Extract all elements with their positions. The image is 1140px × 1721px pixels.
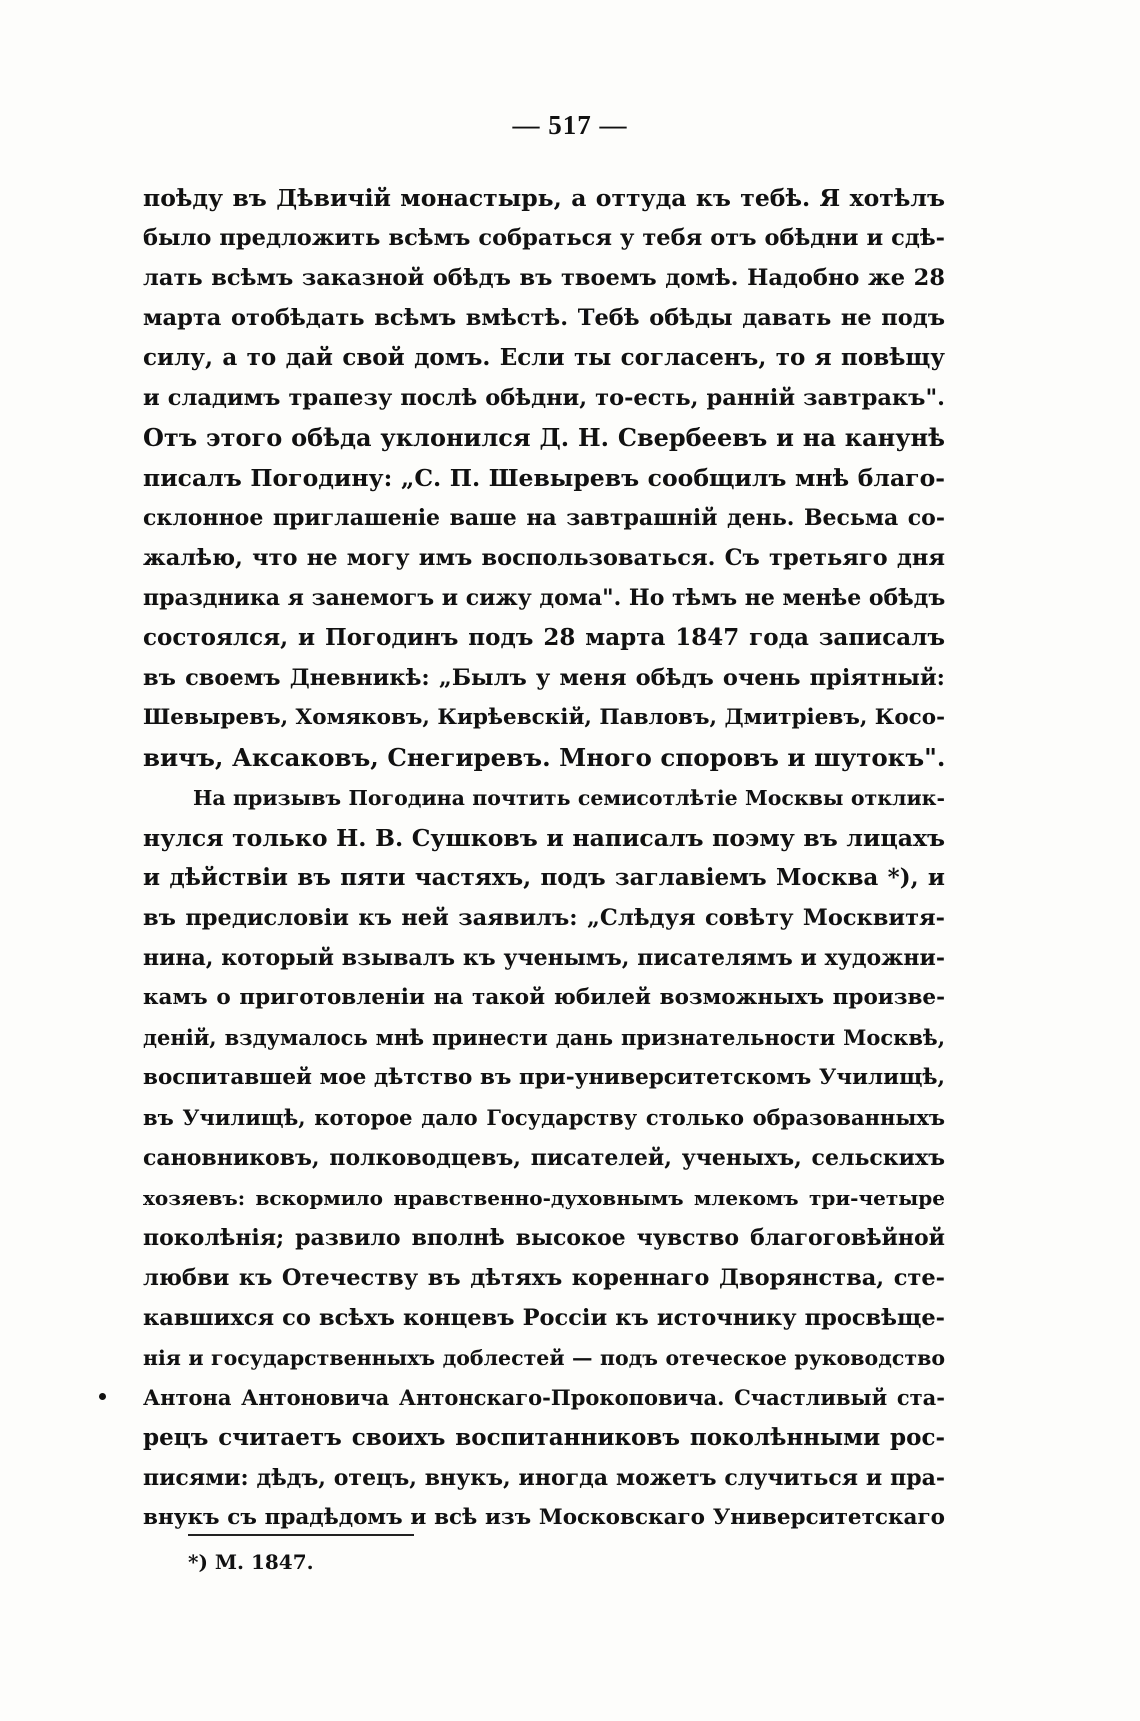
text-line: нія и государственныхъ доблестей — подъ отеческое руководство — [143, 1346, 945, 1370]
text-line: силу, а то дай свой домъ. Если ты согласенъ, то я повѣщу — [143, 344, 945, 371]
text-line: На призывъ Погодина почтить семисотлѣтіе Москвы отклик- — [193, 786, 945, 810]
text-line: сановниковъ, полководцевъ, писателей, ученыхъ, сельскихъ — [143, 1145, 945, 1171]
text-line: состоялся, и Погодинъ подъ 28 марта 1847 года записалъ — [143, 624, 945, 651]
text-line: Отъ этого обѣда уклонился Д. Н. Свербеевъ и на канунѣ — [143, 423, 945, 452]
footnote-rule — [188, 1534, 414, 1536]
text-line: кавшихся со всѣхъ концевъ Россіи къ источнику просвѣще- — [143, 1305, 945, 1331]
text-line: нулся только Н. В. Сушковъ и написалъ поэму въ лицахъ — [143, 824, 945, 852]
text-line: рецъ считаетъ своихъ воспитанниковъ поколѣнными рос- — [143, 1424, 945, 1451]
text-line: было предложить всѣмъ собраться у тебя отъ обѣдни и сдѣ- — [143, 225, 945, 251]
text-line: Шевыревъ, Хомяковъ, Кирѣевскій, Павловъ, Дмитріевъ, Косо- — [143, 705, 946, 730]
text-line: въ предисловіи къ ней заявилъ: „Слѣдуя совѣту Москвитя- — [143, 905, 945, 931]
text-line: поколѣнія; развило вполнѣ высокое чувство благоговѣйной — [143, 1225, 945, 1251]
page-number: — 517 — — [512, 110, 628, 140]
body-text — [143, 178, 945, 1538]
text-line: лать всѣмъ заказной обѣдъ въ твоемъ домѣ. Надобно же 28 — [143, 265, 945, 291]
text-line: Антона Антоновича Антонскаго-Прокоповича. Счастливый ста- — [143, 1385, 945, 1410]
text-line: въ своемъ Дневникѣ: „Былъ у меня обѣдъ очень пріятный: — [143, 665, 945, 691]
text-line: и дѣйствіи въ пяти частяхъ, подъ заглавіемъ Москва *), и — [143, 864, 945, 891]
text-line: праздника я занемогъ и сижу дома". Но тѣмъ не менѣе обѣдъ — [143, 585, 946, 611]
text-line: и сладимъ трапезу послѣ обѣдни, то-есть, ранній завтракъ". — [143, 385, 945, 411]
text-line: камъ о приготовленіи на такой юбилей возможныхъ произве- — [143, 985, 945, 1010]
text-line: воспитавшей мое дѣтство въ при-университетскомъ Училищѣ, — [143, 1065, 945, 1090]
text-line: писалъ Погодину: „С. П. Шевыревъ сообщилъ мнѣ благо- — [143, 464, 945, 492]
text-line: хозяевъ: вскормило нравственно-духовнымъ млекомъ три-четыре — [143, 1186, 945, 1210]
text-line: писями: дѣдъ, отецъ, внукъ, иногда можетъ случиться и пра- — [143, 1465, 945, 1491]
text-line: въ Училищѣ, которое дало Государству столько образованныхъ — [143, 1105, 945, 1130]
text-line: нина, который взывалъ къ ученымъ, писателямъ и художни- — [143, 945, 945, 971]
text-line: внукъ съ прадѣдомъ и всѣ изъ Московскаго Университетскаго — [143, 1505, 945, 1530]
text-line: вичъ, Аксаковъ, Снегиревъ. Много споровъ и шутокъ". — [143, 743, 946, 772]
text-line: деній, вздумалось мнѣ принести дань признательности Москвѣ, — [143, 1025, 945, 1050]
text-line: поѣду въ Дѣвичій монастырь, а оттуда къ тебѣ. Я хотѣлъ — [143, 184, 945, 212]
text-line: склонное приглашеніе ваше на завтрашній день. Весьма со- — [143, 505, 945, 531]
margin-dot — [99, 1393, 106, 1400]
text-line: любви къ Отечеству въ дѣтяхъ кореннаго Дворянства, сте- — [143, 1265, 945, 1291]
text-line: марта отобѣдать всѣмъ вмѣстѣ. Тебѣ обѣды давать не подъ — [143, 305, 945, 331]
footnote: *) М. 1847. — [188, 1550, 314, 1574]
text-line: жалѣю, что не могу имъ воспользоваться. Съ третьяго дня — [143, 545, 945, 571]
